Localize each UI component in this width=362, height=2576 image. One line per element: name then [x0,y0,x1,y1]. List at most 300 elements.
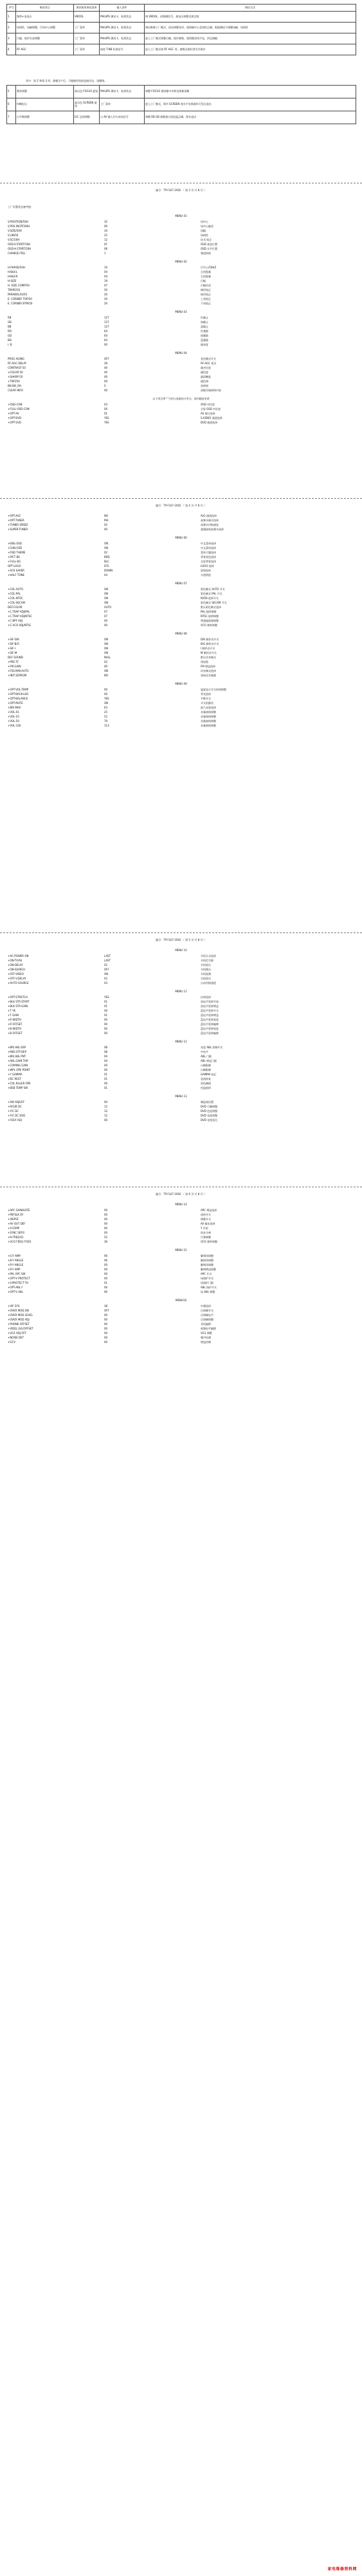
menu-title: MENU 09 [175,682,187,685]
param-name: RF-AGC-DELAY [8,362,27,365]
param-desc: Y 补偿 [201,1227,208,1230]
param-desc: 红激励 [201,329,208,333]
param-name: +C.TRAP ADJ/PAL [8,610,30,613]
param-desc: 行频调整 [201,1236,211,1239]
param-desc: 高频头制式选择 [201,519,219,522]
param-desc: 开机搜台 [201,968,211,971]
param-name: +OPT-V PROTECT [8,1277,30,1280]
param-name: I. B [8,343,12,346]
param-name: H. SIZE COMP/50 [8,284,30,287]
param-value: 1 [104,252,106,255]
param-name: DEF SOUND [8,656,23,659]
param-row [8,266,355,271]
param-desc: 半透明度 [201,573,211,577]
param-name: +C.TRAP ADJ/NTSC [8,615,33,618]
param-row [8,656,355,661]
param-row [8,1046,355,1051]
param-value: 03 [104,403,108,406]
param-name: +AUTO-SOURCE [8,981,29,985]
param-name: +DC REST [8,1077,21,1080]
param-name: +SIF-M [8,651,17,654]
menu-title: MENU 02 [175,260,187,263]
param-name: +Y.DLY ADJ [8,1118,22,1122]
param-row [8,1332,355,1337]
page-separator [0,1187,362,1188]
param-name: +ON-SEARCH [8,968,26,971]
param-value: 12 [104,238,108,241]
param-desc: 老化模式开关 [201,357,216,360]
table-cell: 白 AV 输入均匀亮场信号 [100,111,145,124]
table-cell: 工厂菜单 [74,33,100,44]
param-row [8,1055,355,1060]
param-value: 127 [104,316,109,319]
param-name: +H.FREQ/S1 [8,1236,24,1239]
param-row [8,606,355,611]
param-row [8,643,355,647]
param-desc: 场中心偏差 [201,225,213,228]
param-row [8,711,355,716]
param-name: CHANGE FRQ. [8,252,26,255]
param-desc: 音量曲线调整 [201,724,216,727]
param-value: 00 [104,407,108,411]
param-value: 01 [104,1077,108,1080]
param-row [8,1291,355,1295]
param-value: 00 [104,1268,108,1271]
param-name: +OPT-STRETCH [8,996,28,999]
menu-title: MENU 03 [175,310,187,313]
param-row [8,652,355,656]
param-value: 03 [104,981,108,985]
param-value: NO [104,514,109,517]
param-row [8,289,355,293]
param-name: CONTRAST-50 [8,366,26,369]
param-desc: 调整开关 [201,1218,211,1221]
param-name: +PEFSLK OF [8,1213,24,1216]
param-row [8,1277,355,1282]
param-value: ON [104,597,109,600]
param-value: 00 [104,1222,108,1225]
param-desc: 背景底色选择 [201,555,216,559]
menu-title: MENU 11 [175,990,187,993]
param-row [8,248,355,252]
param-row [8,978,355,982]
table-cell: 聚焦调整 [16,86,74,98]
table-cell: 4 [7,44,16,55]
param-row [8,293,355,298]
param-name: +GCV [8,1340,15,1344]
param-name: +VIDEL LVL/OFFSET [8,1327,33,1330]
param-row [8,1078,355,1082]
param-row [8,408,355,412]
param-name: OSD-H.START/50H [8,247,32,250]
param-row [8,225,355,230]
param-row [8,702,355,707]
param-name: +OVER MOD LEVEL [8,1313,33,1317]
param-name: +CHN.OSD [8,546,23,550]
param-row [8,1010,355,1014]
param-desc: FM 增益选择 [201,665,216,668]
param-value: 00 [104,1286,108,1289]
table-cell: 调 VBOOL，同频测信号，使电压调整至规定值 [145,12,356,23]
param-value: 00 [104,225,108,228]
table-cell: 1 [7,12,16,23]
table-cell: 接收 T.NB 标准信号 [100,44,145,55]
param-desc: 中文菜单选择 [201,542,216,545]
param-value: 22 [104,234,108,237]
param-name: RD [8,329,12,333]
param-desc: 黑电平延伸增益 [201,1005,219,1008]
param-value: 127 [104,320,109,324]
param-desc: 白峰限制 [201,1068,211,1071]
param-desc: 蓝电平延伸宽度 [201,1018,219,1021]
param-value: LAST [104,959,111,962]
param-row [8,982,355,987]
param-value: 00 [104,1213,108,1216]
param-desc: 副清晰度 [201,375,211,378]
param-desc: 预加重 [201,660,208,663]
param-desc: 彩色制式 SECAM 开关 [201,601,227,604]
param-name: H-BLK-L [8,270,18,273]
param-row [8,412,355,417]
param-value: 00 [104,1055,108,1058]
param-name: RB [8,316,12,319]
param-name: +TINT/50 [8,380,20,383]
table-header-cell: 调试方法 [145,5,356,12]
param-row [8,689,355,693]
param-value: 12 [104,1114,108,1117]
param-name: V.POSITION/50H [8,220,28,223]
table-cell: PHILIPS 测试卡，标准状态 [100,12,145,23]
param-desc: D/K 制伴音开关 [201,638,219,641]
param-desc: 过调制开关 [201,1309,213,1312]
param-desc: 默认伴音制式 [201,656,216,659]
param-desc: ABL 增益门限 [201,1059,217,1062]
param-value: 08 [104,1046,108,1049]
table-cell: 工厂菜单 [74,23,100,33]
param-name: +SW ADJUST [8,1100,25,1104]
param-value: 00 [104,1118,108,1122]
param-row [8,955,355,959]
param-row [8,620,355,624]
param-desc: 耳机偏移 [201,1322,211,1326]
param-name: +FSS-M/N-AUTO [8,669,29,672]
param-desc: 中频选择 [201,1304,211,1308]
param-desc: 蓝电平延伸宽度 [201,1027,219,1030]
param-desc: 副色度 [201,371,208,374]
param-value: DTL [104,564,109,568]
param-desc: 中电平 [201,1050,208,1053]
param-row [8,547,355,551]
param-row [8,1115,355,1119]
param-desc: 温度显示开关时间调整 [201,688,226,691]
param-value: 04 [104,573,108,577]
param-desc: DVD 通道选择 [201,421,218,424]
param-row [8,973,355,978]
param-value: ON [104,638,109,641]
param-desc: 梯形校正 [201,288,211,292]
param-value: 00 [104,624,108,627]
param-row [8,1082,355,1087]
param-value: 04 [104,1059,108,1062]
param-row [8,385,355,389]
param-row [8,1019,355,1023]
param-row [8,335,355,339]
param-value: 12 [104,1105,108,1108]
param-row [8,574,355,579]
param-desc: 过调制电平 [201,1313,213,1317]
param-row [8,1282,355,1286]
page-separator [0,183,362,184]
param-name: +COL.KILLER OPE [8,1082,31,1085]
param-desc: 背光选择 [201,692,211,696]
param-name: DEF.COLOR [8,606,23,609]
param-desc: 右消隐量 [201,275,211,278]
param-desc: S-VIDEO 通道选择 [201,416,222,420]
param-value: 19 [104,279,108,283]
param-row [8,298,355,302]
table-row [7,86,356,98]
param-name: +OFF-VIDEO [8,972,24,976]
param-row [8,417,355,422]
param-name: +WPL OPE POINT [8,1068,30,1071]
param-name: +R-Y ANGLE [8,1263,24,1266]
param-row [8,1268,355,1273]
param-desc: 同步分离 [201,1231,211,1234]
param-row [8,317,355,321]
param-desc: DVD 亮度延迟 [201,1118,218,1122]
param-row [8,234,355,239]
param-desc: 解调角调整 [201,1259,213,1262]
param-name: +VOL-50 [8,719,19,723]
param-row [8,528,355,533]
param-name: +V.PROTECT TH [8,1281,29,1284]
param-name: CLEAR INFO [8,389,23,392]
param-desc: 红截止 [201,316,208,319]
param-value: 02 [104,977,108,980]
param-value: 64 [104,329,108,333]
menu-title: MENU 06 [175,536,187,539]
table-cell: PHILIPS 测试卡，标准状态 [100,23,145,33]
table-row [7,33,356,44]
menu-title: MENU 13 [175,1095,187,1098]
param-row [8,362,355,367]
param-name: E. CORNER BTM/50 [8,302,33,305]
param-desc: 屏保选择 [201,569,211,572]
param-name: +AC-POWER ON [8,954,29,958]
param-desc: 色温选择 [201,1086,211,1089]
param-name: +OPT-AV [8,412,19,415]
param-value: 00 [104,688,108,691]
table-header-cell: 序号 [7,5,16,12]
param-row [8,524,355,528]
param-name: +OPT-AV2 [8,514,21,517]
param-desc: 解调角调整 [201,1254,213,1257]
param-row [8,302,355,307]
param-value: 00 [104,1331,108,1335]
param-name: +B-Y ANGLE [8,1259,24,1262]
page-separator [0,498,362,499]
param-desc: 平衡开关 [201,697,211,700]
param-desc: 副色调 [201,380,208,383]
param-desc: 开机视频 [201,972,211,976]
param-desc: 行幅 [201,279,206,283]
param-desc: 场保护门限 [201,1281,213,1284]
param-row [8,570,355,574]
param-name: +C.VCO ADJ/NTSC [8,624,32,627]
param-desc: 开机信号源 [201,959,213,962]
param-value: 40 [104,366,108,369]
param-row [8,1064,355,1069]
param-name: +SIF-D/K [8,638,19,641]
param-value: YES [104,996,109,999]
menu-title: 以下项目带 * 号的与电路设计有关，请勿随意更改 [152,397,210,400]
param-name: +OPT-TUNER [8,519,24,522]
param-value: 00 [104,1318,108,1321]
param-name: V.SC/50H [8,238,20,241]
param-name: +OPT-SVD [8,421,21,424]
param-desc: 蓝激励 [201,338,208,342]
param-name: +OSD THEME [8,551,26,554]
table-cell: 3 [7,33,16,44]
param-row [8,1014,355,1019]
param-value: YES [104,416,109,420]
param-desc: 制造商设置 [201,1100,213,1104]
param-value: 06 [104,247,108,250]
param-name: V.LIN/50 [8,234,19,237]
param-name: +VCO FREQ FF/ES [8,1240,32,1243]
param-row [8,611,355,615]
table-cell: 调出维修工厂模式，依次调整各项，使图像中心及线性正确，根据测试卡调整场幅、场线性 [145,23,356,33]
param-name: +SIF-B/G [8,642,19,645]
param-desc: ABL 保护开关 [201,1286,217,1289]
param-value: 01 [104,1281,108,1284]
param-value: 07 [104,284,108,287]
param-value: 00 [104,1277,108,1280]
param-row [8,716,355,720]
table-cell: 高压包 SCREEN 旋钮 [74,98,100,111]
param-value: AUTO [104,606,112,609]
param-desc: 亮度 ABL 控制开关 [201,1046,223,1049]
param-value: PHI [104,519,109,522]
param-desc: 全屏背景选择 [201,560,216,563]
param-row [8,1051,355,1055]
param-desc: 蓝电平延伸偏移 [201,1023,219,1026]
param-name: +G-Y AMP. [8,1254,21,1257]
param-row [8,1073,355,1078]
param-value: 06 [104,1290,108,1293]
param-value: 64 [104,338,108,342]
table-row [7,44,356,55]
param-row [8,1227,355,1232]
param-value: 52 [104,715,108,718]
param-value: 01 [104,1000,108,1003]
param-row [8,665,355,670]
param-value: 01 [104,1014,108,1017]
param-name: +OPT-ABL F [8,1286,23,1289]
param-row [8,1087,355,1091]
debug-steps-table [6,4,356,55]
param-value: 01 [104,1086,108,1089]
param-value: 04 [104,275,108,278]
param-name: +BRI.ABL DEP [8,1046,26,1049]
table-cell: 6 [7,98,16,111]
param-desc: 噪声检测 [201,1336,211,1339]
param-desc: 中文菜单选择 [201,546,216,550]
param-value: 32 [104,220,108,223]
param-name: +PHONE OFFSET [8,1322,30,1326]
param-row [8,271,355,275]
param-name: +VIF SYS [8,1304,20,1308]
debug-steps-table-2 [6,85,356,124]
param-desc: 场保护开关 [201,1277,213,1280]
param-value: 00 [104,1027,108,1030]
param-value: 00 [104,1231,108,1234]
menu-title: MENU 14 [175,1203,187,1206]
param-name: +OVER MOD ADJ [8,1318,30,1321]
param-name: +R OFFSET [8,1023,23,1026]
param-name: V.POS INCRT/60H [8,225,30,228]
param-row [8,358,355,362]
param-value: 00 [104,1272,108,1275]
param-row [8,647,355,652]
param-value: NO [104,674,109,677]
param-name: +Y GAMMA [8,1073,23,1076]
param-name: +BRI MAX [8,706,21,709]
param-value: OFF [104,357,109,360]
param-row [8,239,355,243]
param-value: ON [104,642,109,645]
param-row [8,371,355,376]
param-name: +OPT-DVD [8,416,22,420]
param-name: +SCR SAVER [8,569,24,572]
menu-title: MENU 10 [175,949,187,952]
param-name: +VOL-01 [8,710,19,714]
param-value: 02 [104,660,108,663]
param-value: 64 [104,334,108,337]
table-cell: 2 [7,23,16,33]
param-value: 00 [104,1263,108,1266]
param-value: ON [104,601,109,604]
param-name: +COMING GAIN [8,1064,28,1067]
param-row [8,326,355,330]
menu-title: MENU16 [176,1299,186,1302]
param-desc: AV2 通道选择 [201,514,217,517]
param-value: 00 [104,1218,108,1221]
param-row [8,597,355,602]
param-value: 34 [104,229,108,232]
param-name: +AV OUT DEF [8,1222,26,1225]
param-name: +OPT-VOL-TEMP [8,688,29,691]
param-name: +OFF-V.DELAY [8,977,26,980]
param-desc: 清除存储网络内容 [201,389,221,392]
param-row [8,376,355,380]
param-row [8,380,355,385]
param-value: 0 [104,384,106,387]
param-name: +COL-NTSC [8,597,23,600]
param-name: V.SIZE/50H [8,229,22,232]
param-desc: RF-AGC 延迟 [201,362,217,365]
param-value: 01 [104,1005,108,1008]
param-value: 04 [104,270,108,273]
table-cell: 白平衡调整 [16,111,74,124]
param-desc: OSD 对比度 [201,403,215,406]
param-desc: 蓝电平延伸偏移 [201,1032,219,1035]
param-value: 00 [104,1209,108,1212]
table-header-cell: 调试使用调试菜单 [74,5,100,12]
param-value: 12 [104,1109,108,1113]
param-desc: 行幅补偿 [201,284,211,287]
param-value: 0F [104,243,107,246]
